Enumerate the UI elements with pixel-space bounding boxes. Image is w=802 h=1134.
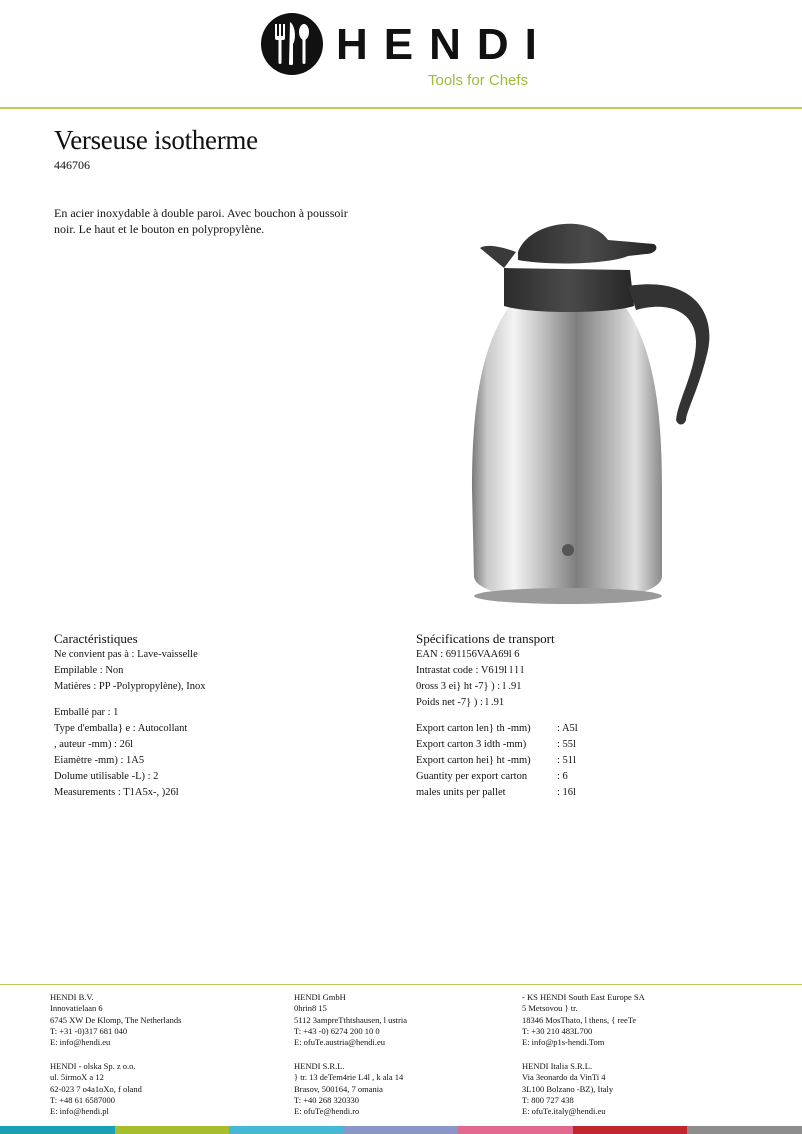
office-email: E: ofuTe.austria@hendi.eu [294, 1037, 386, 1048]
office-name: HENDI B.V. [50, 992, 94, 1002]
office-line: ul. 5irmoX a 12 [50, 1072, 104, 1083]
office-email: E: ofuTe@hendi.ro [294, 1106, 360, 1117]
office-phone: T: +48 61 6587000 [50, 1094, 116, 1105]
office-email: E: info@hendi.pl [50, 1106, 109, 1117]
office-phone: T: +40 268 320330 [294, 1094, 360, 1105]
office-name: HENDI Italia S.R.L. [522, 1061, 593, 1071]
office-address [50, 992, 181, 1048]
office-line: 6745 XW De Klomp, The Netherlands [50, 1014, 182, 1025]
office-name: HENDI GmbH [294, 992, 346, 1002]
transport-row [416, 737, 746, 753]
transport-key: Guantity per export carton [416, 771, 528, 782]
spec-row: Dolume utilisable -L) : 2 [54, 771, 159, 782]
color-bar-segment [687, 1126, 802, 1134]
product-image [440, 190, 732, 624]
office-line: Brasov, 500164, 7 omania [294, 1083, 383, 1094]
brand-logo [260, 12, 553, 92]
cutlery-logo-icon [260, 12, 324, 76]
transport-key: Export carton hei} ht -mm) [416, 755, 531, 766]
product-title: Verseuse isotherme [54, 125, 258, 155]
office-phone: T: +43 -0) 6274 200 10 0 [294, 1025, 380, 1036]
transport-row: Poids net -7} ) : l .91 [416, 697, 505, 708]
office-name: HENDI - olska Sp. z o.o. [50, 1061, 136, 1071]
footer-divider [0, 984, 802, 985]
spec-row: , auteur -mm) : 26l [54, 739, 134, 750]
footer-color-bar [0, 1126, 802, 1134]
transport-row [416, 721, 746, 737]
spec-row: Eiamètre -mm) : 1A5 [54, 755, 145, 766]
office-phone: T: +31 -0)317 681 040 [50, 1025, 128, 1036]
transport-value: : 55l [557, 739, 576, 750]
transport-value: : A5l [557, 723, 578, 734]
color-bar-segment [344, 1126, 459, 1134]
office-line: Innovatielaan 6 [50, 1003, 103, 1014]
office-address [294, 1061, 403, 1117]
spec-row: Matières : PP -Polypropylène), Inox [54, 681, 206, 692]
transport-row: 0ross 3 ei} ht -7} ) : l .91 [416, 681, 522, 692]
color-bar-segment [229, 1126, 344, 1134]
office-name: HENDI S.R.L. [294, 1061, 345, 1071]
spec-row: Empilable : Non [54, 665, 124, 676]
transport-key: Export carton 3 idth -mm) [416, 739, 527, 750]
office-line: Via 3eonardo da VinTi 4 [522, 1072, 606, 1083]
spec-row: Emballé par : 1 [54, 707, 119, 718]
transport-row: Intrastat code : V619l l l l [416, 665, 524, 676]
office-line: 5112 3ampreTthtshausen, l ustria [294, 1014, 407, 1025]
transport-key: males units per pallet [416, 787, 506, 798]
office-email: E: ofuTe.italy@hendi.eu [522, 1106, 606, 1117]
color-bar-segment [115, 1126, 230, 1134]
transport-value: : 16l [557, 787, 576, 798]
header-divider [0, 107, 802, 109]
product-sku: 446706 [54, 158, 90, 172]
transport-value: : 51l [557, 755, 576, 766]
office-line: 18346 MosThato, l thens, { reeTe [522, 1014, 637, 1025]
brand-wordmark: HENDI [336, 20, 553, 69]
office-line: 3L100 Bolzano -BZ), Italy [522, 1083, 614, 1094]
transport-row [416, 769, 746, 785]
color-bar-segment [0, 1126, 115, 1134]
color-bar-segment [458, 1126, 573, 1134]
office-address [522, 992, 645, 1048]
office-line: } tr. 13 deTem4rie L4l , k ala 14 [294, 1072, 404, 1083]
office-email: E: info@p1s-hendi.Tom [522, 1037, 605, 1048]
spec-row: Ne convient pas à : Lave-vaisselle [54, 649, 198, 660]
spec-row: Type d'emballa} e : Autocollant [54, 723, 188, 734]
transport-row: EAN : 691156VAA69l 6 [416, 649, 520, 660]
brand-tagline: Tools for Chefs [428, 72, 529, 89]
transport-value: : 6 [557, 771, 568, 782]
transport-section [416, 630, 746, 801]
office-line: 62-023 7 o4a1oXo, f oland [50, 1083, 142, 1094]
office-name: - KS HENDI South East Europe SA [522, 992, 645, 1002]
office-address [50, 1061, 142, 1117]
office-phone: T: 800 727 438 [522, 1094, 574, 1105]
office-line: 5 Metsovou } tr. [522, 1003, 578, 1014]
transport-row [416, 785, 746, 801]
office-address [522, 1061, 613, 1117]
characteristics-section [54, 630, 374, 801]
office-address [294, 992, 407, 1048]
transport-row [416, 753, 746, 769]
office-phone: T: +30 210 483L700 [522, 1025, 593, 1036]
characteristics-heading: Caractéristiques [54, 631, 138, 646]
spec-row: Measurements : T1A5x-, )26l [54, 787, 179, 798]
office-line: 0hrin8 15 [294, 1003, 327, 1014]
transport-heading: Spécifications de transport [416, 631, 555, 646]
office-email: E: info@hendi.eu [50, 1037, 111, 1048]
color-bar-segment [573, 1126, 688, 1134]
transport-key: Export carton len} th -mm) [416, 723, 531, 734]
product-description: En acier inoxydable à double paroi. Avec bouchon à poussoir noir. Le haut et le bouton en polypropylène. [54, 206, 348, 236]
